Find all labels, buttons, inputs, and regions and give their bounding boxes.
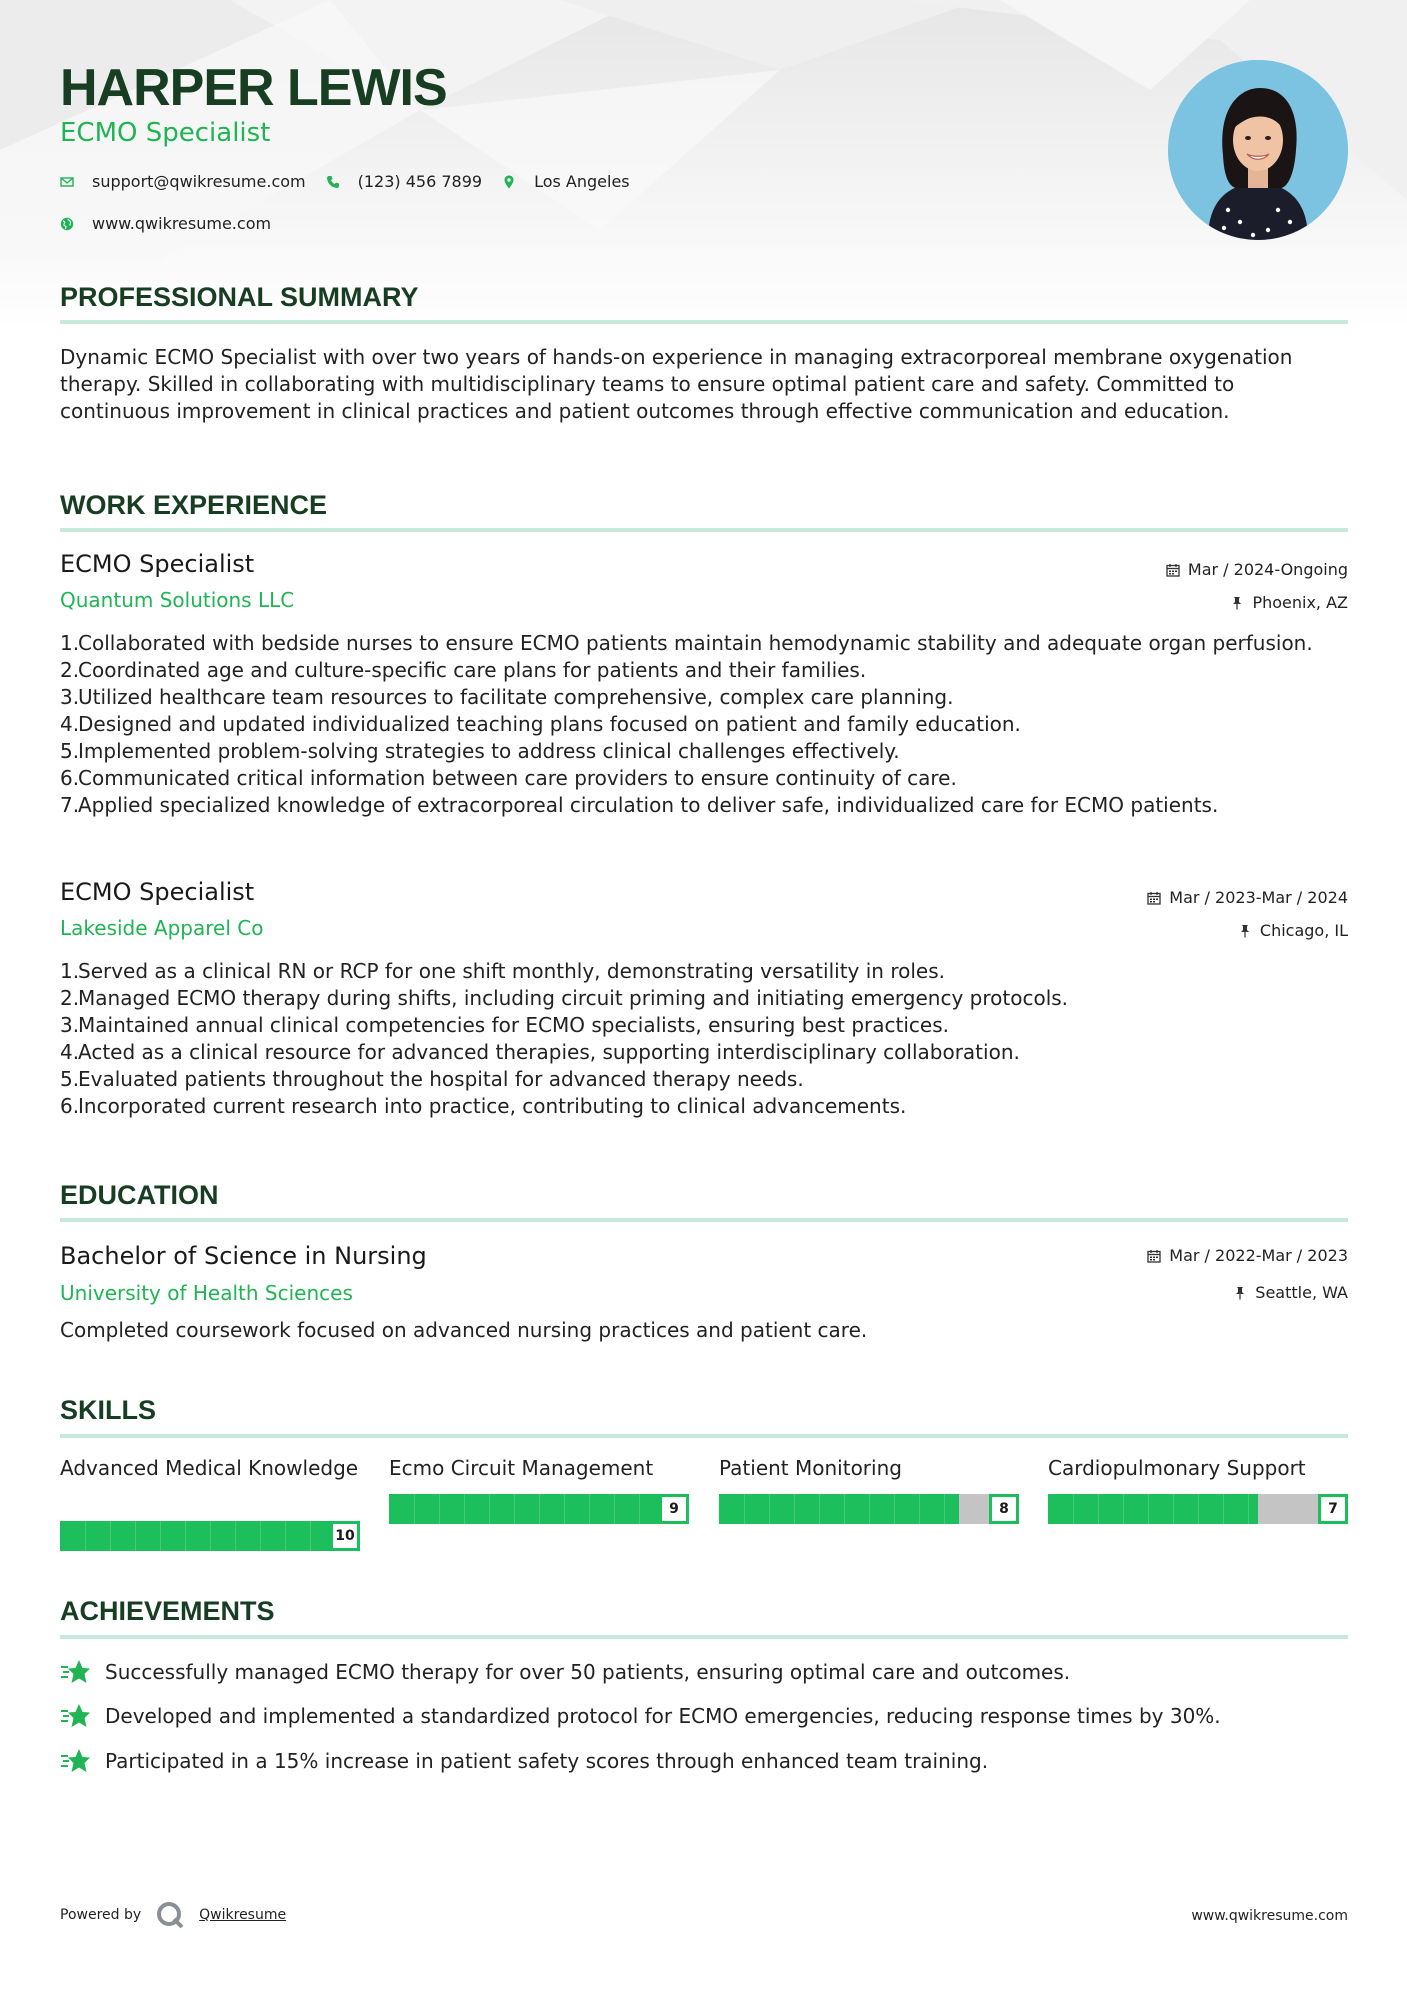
achievement-text: Successfully managed ECMO therapy for over 50 patients, ensuring optimal care and outcomes. <box>105 1660 1071 1684</box>
candidate-role: ECMO Specialist <box>60 118 271 148</box>
section-divider <box>60 1635 1348 1639</box>
pushpin-icon <box>1238 924 1252 938</box>
education-location-text: Seattle, WA <box>1255 1283 1348 1302</box>
skill-meter-segment <box>1123 1494 1124 1524</box>
job-dates <box>1147 888 1348 907</box>
skill-meter-segment <box>564 1494 565 1524</box>
section-title-education: EDUCATION <box>60 1180 219 1210</box>
pushpin-icon <box>1230 596 1244 610</box>
list-item: 6. Communicated critical information between care providers to ensure continuity of care. <box>60 766 957 790</box>
job-dates-text: Mar / 2024-Ongoing <box>1187 560 1348 579</box>
section-title-skills: SKILLS <box>60 1395 157 1425</box>
skill-meter-segment <box>894 1494 895 1524</box>
skill-meter-segment <box>744 1494 745 1524</box>
profile-photo <box>1168 60 1348 240</box>
skill-name: Advanced Medical Knowledge <box>60 1456 359 1480</box>
location-text: Los Angeles <box>534 172 630 191</box>
list-item: 2. Managed ECMO therapy during shifts, including circuit priming and initiating emergency protocols. <box>60 986 1069 1010</box>
education-dates <box>1147 1246 1348 1265</box>
pushpin-icon <box>1233 1286 1247 1300</box>
skill-level: 9 <box>659 1494 689 1524</box>
contact-location <box>502 172 630 191</box>
skill-meter-segment <box>1248 1494 1249 1524</box>
skill-meter-segment <box>285 1521 286 1551</box>
skill-meter-segment <box>1198 1494 1199 1524</box>
list-item: 6. Incorporated current research into practice, contributing to clinical advancements. <box>60 1094 907 1118</box>
job-bullets <box>60 630 1348 819</box>
section-divider <box>60 528 1348 532</box>
job-location <box>1230 593 1348 612</box>
skill-meter-segment <box>85 1521 86 1551</box>
skill-name: Patient Monitoring <box>719 1456 902 1480</box>
skill-meter <box>389 1494 689 1524</box>
skill-meter-segment <box>614 1494 615 1524</box>
school-name: University of Health Sciences <box>60 1281 353 1305</box>
list-item: 4. Acted as a clinical resource for advanced therapies, supporting interdisciplinary collaboration. <box>60 1040 1020 1064</box>
skill-meter <box>60 1521 360 1551</box>
skill-name: Cardiopulmonary Support <box>1048 1456 1306 1480</box>
phone-text: (123) 456 7899 <box>357 172 483 191</box>
skill-meter-segment <box>210 1521 211 1551</box>
skill-meter-segment <box>1098 1494 1099 1524</box>
section-divider <box>60 1434 1348 1438</box>
skill-item <box>719 1456 1019 1517</box>
job-title: ECMO Specialist <box>60 550 255 578</box>
qwikresume-logo-icon <box>155 1900 185 1930</box>
skill-meter-segment <box>819 1494 820 1524</box>
contact-email[interactable] <box>60 172 306 191</box>
phone-icon <box>326 175 340 189</box>
skill-meter-segment <box>639 1494 640 1524</box>
skill-meter-fill <box>719 1494 959 1524</box>
skill-meter-segment <box>160 1521 161 1551</box>
skill-meter <box>1048 1494 1348 1524</box>
skill-meter-segment <box>464 1494 465 1524</box>
calendar-icon <box>1166 563 1180 577</box>
skill-item <box>60 1456 360 1544</box>
job-company: Quantum Solutions LLC <box>60 588 295 612</box>
education-location <box>1233 1283 1348 1302</box>
skill-meter-segment <box>1223 1494 1224 1524</box>
section-divider <box>60 1218 1348 1222</box>
section-title-experience: WORK EXPERIENCE <box>60 490 328 520</box>
job-bullets <box>60 958 1348 1120</box>
skill-item <box>1048 1456 1348 1517</box>
skill-meter-segment <box>235 1521 236 1551</box>
skill-meter <box>719 1494 1019 1524</box>
list-item: 5. Implemented problem-solving strategies to address clinical challenges effectively. <box>60 739 900 763</box>
skill-meter-segment <box>135 1521 136 1551</box>
skill-meter-segment <box>414 1494 415 1524</box>
skill-level: 8 <box>989 1494 1019 1524</box>
contact-website[interactable] <box>60 214 271 233</box>
job-title: ECMO Specialist <box>60 878 255 906</box>
contact-phone[interactable] <box>326 172 482 191</box>
star-icon <box>60 1658 90 1686</box>
list-item: 4. Designed and updated individualized teaching plans focused on patient and family education. <box>60 712 1021 736</box>
skill-meter-segment <box>844 1494 845 1524</box>
skill-meter-segment <box>1173 1494 1174 1524</box>
list-item: 7. Applied specialized knowledge of extracorporeal circulation to deliver safe, individualized care for ECMO patients. <box>60 793 1219 817</box>
envelope-icon <box>60 175 74 189</box>
degree-title: Bachelor of Science in Nursing <box>60 1242 427 1270</box>
skill-meter-segment <box>1073 1494 1074 1524</box>
skill-meter-segment <box>489 1494 490 1524</box>
footer-website[interactable]: www.qwikresume.com <box>1191 1908 1348 1924</box>
list-item: 1. Served as a clinical RN or RCP for one shift monthly, demonstrating versatility in roles. <box>60 959 945 983</box>
list-item: 1. Collaborated with bedside nurses to ensure ECMO patients maintain hemodynamic stability and adequate organ perfusion. <box>60 631 1313 655</box>
brand-link[interactable]: Qwikresume <box>199 1907 287 1923</box>
job-company: Lakeside Apparel Co <box>60 916 264 940</box>
skill-meter-fill <box>389 1494 659 1524</box>
section-title-achievements: ACHIEVEMENTS <box>60 1596 275 1626</box>
education-dates-text: Mar / 2022-Mar / 2023 <box>1169 1246 1348 1265</box>
skill-meter-segment <box>919 1494 920 1524</box>
website-text: www.qwikresume.com <box>92 214 272 233</box>
achievement-item <box>60 1747 988 1775</box>
job-location <box>1238 921 1348 940</box>
footer-powered-by <box>60 1900 286 1930</box>
star-icon <box>60 1702 90 1730</box>
calendar-icon <box>1147 891 1161 905</box>
achievement-item <box>60 1702 1221 1730</box>
email-text: support@qwikresume.com <box>92 172 306 191</box>
skill-meter-fill <box>1048 1494 1258 1524</box>
skill-meter-segment <box>110 1521 111 1551</box>
list-item: 3. Maintained annual clinical competencies for ECMO specialists, ensuring best practices. <box>60 1013 949 1037</box>
calendar-icon <box>1147 1249 1161 1263</box>
skill-level: 10 <box>330 1521 360 1551</box>
skill-meter-segment <box>944 1494 945 1524</box>
section-title-summary: PROFESSIONAL SUMMARY <box>60 282 419 312</box>
achievement-item <box>60 1658 1070 1686</box>
education-description: Completed coursework focused on advanced nursing practices and patient care. <box>60 1318 868 1342</box>
candidate-name: HARPER LEWIS <box>60 59 447 117</box>
skill-meter-segment <box>869 1494 870 1524</box>
skill-meter-segment <box>439 1494 440 1524</box>
list-item: 5. Evaluated patients throughout the hospital for advanced therapy needs. <box>60 1067 804 1091</box>
resume-page <box>60 0 1348 1990</box>
job-dates <box>1166 560 1348 579</box>
skill-level: 7 <box>1318 1494 1348 1524</box>
skill-meter-segment <box>185 1521 186 1551</box>
skill-meter-segment <box>514 1494 515 1524</box>
skill-name: Ecmo Circuit Management <box>389 1456 654 1480</box>
map-pin-icon <box>502 175 516 189</box>
contact-row-website <box>60 214 291 233</box>
skill-meter-segment <box>589 1494 590 1524</box>
achievement-text: Participated in a 15% increase in patient safety scores through enhanced team training. <box>105 1749 989 1773</box>
skill-meter-segment <box>794 1494 795 1524</box>
job-location-text: Phoenix, AZ <box>1252 593 1348 612</box>
skill-meter-segment <box>769 1494 770 1524</box>
star-icon <box>60 1747 90 1775</box>
job-dates-text: Mar / 2023-Mar / 2024 <box>1169 888 1348 907</box>
list-item: 2. Coordinated age and culture-specific care plans for patients and their families. <box>60 658 867 682</box>
skill-meter-segment <box>1148 1494 1149 1524</box>
section-divider <box>60 320 1348 324</box>
list-item: 3. Utilized healthcare team resources to facilitate comprehensive, complex care planning. <box>60 685 954 709</box>
skill-meter-segment <box>260 1521 261 1551</box>
summary-text: Dynamic ECMO Specialist with over two years of hands-on experience in managing extracorporeal membrane oxygenation therapy. Skilled in collaborating with multidisciplinary teams to ensure optimal patient care and safety. Committed to continuous improvement in clinical practices and patient outcomes through effective communication and education. <box>60 345 1293 423</box>
skill-item <box>389 1456 689 1517</box>
achievement-text: Developed and implemented a standardized protocol for ECMO emergencies, reducing response times by 30%. <box>105 1704 1221 1728</box>
job-location-text: Chicago, IL <box>1259 921 1348 940</box>
powered-by-label: Powered by <box>60 1907 142 1923</box>
contact-row <box>60 172 650 191</box>
skill-meter-segment <box>310 1521 311 1551</box>
globe-icon <box>60 217 74 231</box>
skill-meter-segment <box>539 1494 540 1524</box>
